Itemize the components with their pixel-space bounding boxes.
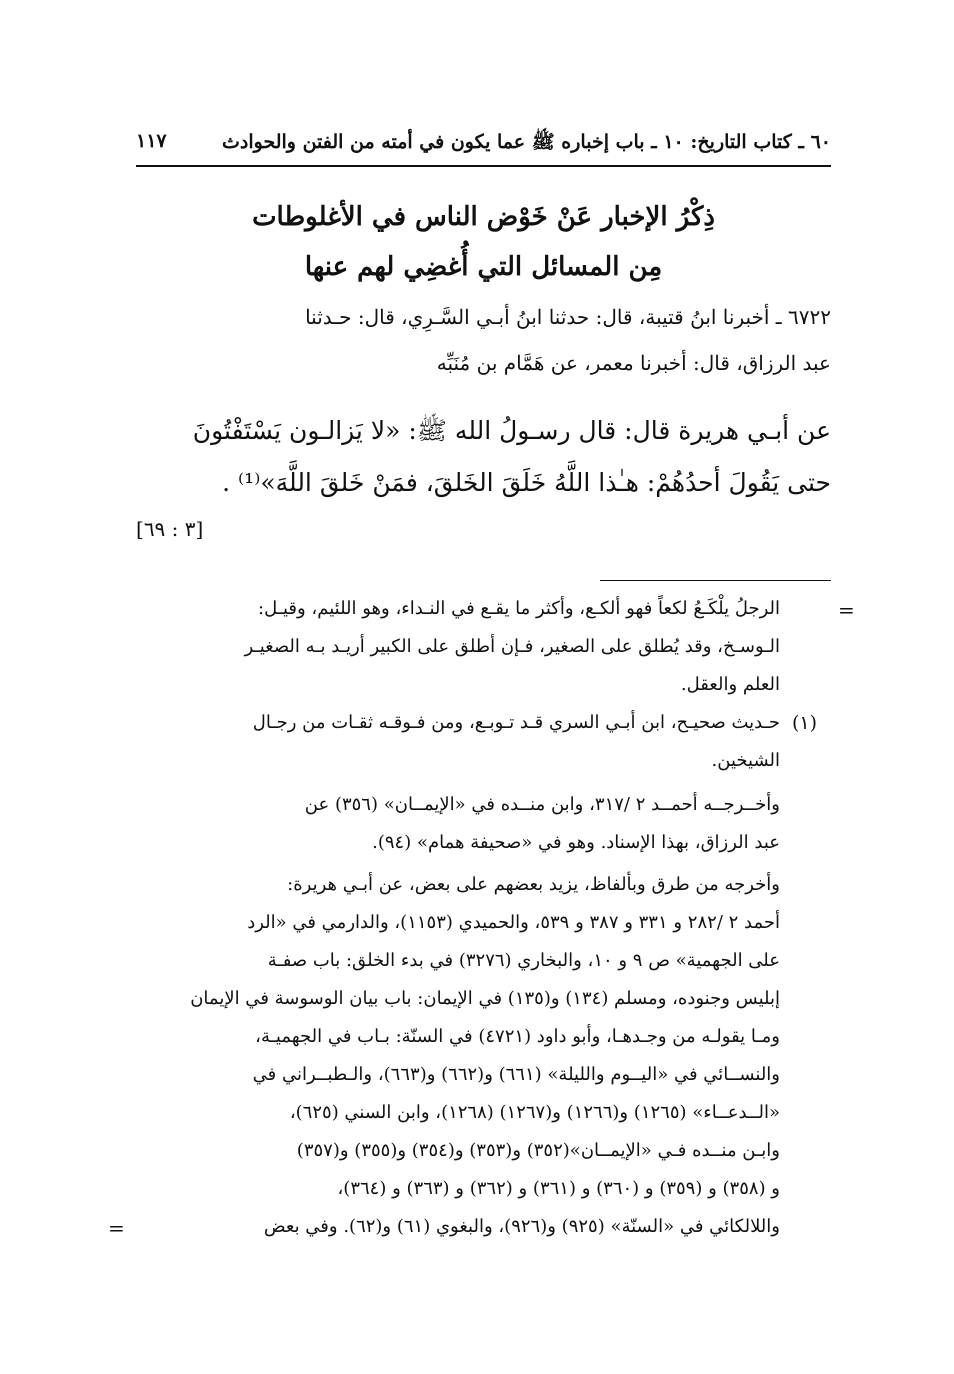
chapter-title bbox=[136, 192, 831, 292]
chapter-title-line-2: مِن المسائل التي أُغضِي لهم عنها bbox=[304, 252, 663, 282]
footnote-1-line-1: حـديث صحيـح، ابن أبـي السري قـد تـوبـع، ومن فـوقـه ثقـات من رجـال bbox=[252, 712, 780, 733]
footnote-continuation-line-1: الرجلُ يلْكَـعُ لكعاً فهو ألكـع، وأكثر ما يقـع في النـداء، وهو اللئيم، وقيـل: bbox=[258, 598, 780, 619]
matn-line-2: حتى يَقُولَ أحدُهُمْ: هـٰذا اللَّهُ خَلَقَ الخَلقَ، فمَنْ خَلقَ اللَّهَ»⁽¹⁾ . bbox=[222, 468, 831, 497]
isnad-line-1: ٦٧٢٢ ـ أخبرنا ابنُ قتيبة، قال: حدثنا ابنُ أبـي السَّـرِي، قال: حـدثنا bbox=[305, 305, 831, 329]
isnad-line-2: عبد الرزاق، قال: أخبرنا معمر، عن هَمَّام بن مُنَبِّه bbox=[436, 351, 831, 375]
page-number: ١١٧ bbox=[136, 130, 167, 152]
footnote-1-p2-line-2: عبد الرزاق، بهذا الإسناد. وهو في «صحيفة همام» (٩٤). bbox=[372, 832, 780, 853]
footnote-1-p3-line-2: أحمد ٢ /٢٨٢ و ٣٣١ و ٣٨٧ و ٥٣٩، والحميدي (١١٥٣)، والدارمي في «الرد bbox=[247, 912, 780, 933]
footnote-1-p3-line-10: واللالكائي في «السنّة» (٩٢٥) و(٩٢٦)، والبغوي (٦١) و(٦٢). وفي بعض bbox=[263, 1216, 780, 1237]
footnote-1-marker: (١) bbox=[792, 712, 818, 734]
footnote-1-p3-line-4: إبليس وجنوده، ومسلم (١٣٤) و(١٣٥) في الإيمان: باب بيان الوسوسة في الإيمان bbox=[190, 988, 780, 1009]
footnote-1-p3-line-3: على الجهمية» ص ٩ و ١٠، والبخاري (٣٢٧٦) في بدء الخلق: باب صفـة bbox=[267, 950, 780, 971]
footnote-1-p3-line-6: والنســائي في «اليــوم والليلة» (٦٦١) و(٦٦٢) و(٦٦٣)، والـطبــراني في bbox=[252, 1064, 780, 1085]
footnote-1-p3-line-9: و (٣٥٨) و (٣٥٩) و (٣٦٠) و (٣٦١) و (٣٦٢) و (٣٦٣) و (٣٦٤)، bbox=[337, 1178, 780, 1199]
footnote-1-p3-line-5: ومـا يقولـه من وجـدهـا، وأبو داود (٤٧٢١) في السنّة: بـاب في الجهميـة، bbox=[255, 1026, 780, 1047]
footnote-1-p3-line-8: وابـن منــده فـي «الإيمــان»(٣٥٢) و(٣٥٣) و(٣٥٤) و(٣٥٥) و(٣٥٧) bbox=[296, 1140, 780, 1161]
running-head bbox=[136, 128, 831, 162]
continues-mark: = bbox=[108, 1216, 125, 1240]
footnote-1-p2-line-1: وأخــرجــه أحمــد ٢ /٣١٧، وابن منــده في «الإيمــان» (٣٥٦) عن bbox=[304, 794, 780, 815]
chapter-title-line-1: ذِكْرُ الإخبار عَنْ خَوْض الناس في الأغلوطات bbox=[252, 202, 715, 232]
header-rule bbox=[136, 165, 831, 167]
footnote-1-p3-line-1: وأخرجه من طرق وبألفاظ، يزيد بعضهم على بعض، عن أبـي هريرة: bbox=[287, 874, 780, 895]
running-head-title: ٦٠ ـ كتاب التاريخ: ١٠ ـ باب إخباره ﷺ عما يكون في أمته من الفتن والحوادث bbox=[222, 131, 831, 153]
continuation-mark: = bbox=[838, 598, 855, 622]
footnote-continuation-line-3: العلم والعقل. bbox=[680, 674, 780, 695]
footnote-continuation-line-2: الـوسـخ، وقد يُطلق على الصغير، فـإن أطلق على الكبير أريـد بـه الصغيـر bbox=[244, 636, 780, 657]
matn-line-1: عن أبـي هريرة قال: قال رسـولُ الله ﷺ: «لا يَزالـون يَسْتَفْتُونَ bbox=[192, 416, 831, 445]
footnote-separator bbox=[600, 580, 831, 581]
footnote-1-p3-line-7: «الــدعــاء» (١٢٦٥) و(١٢٦٦) و(١٢٦٧) (١٢٦٨)، وابن السني (٦٢٥)، bbox=[289, 1102, 780, 1123]
hadith-reference: [٣ : ٦٩] bbox=[136, 517, 204, 541]
footnote-1-line-2: الشيخين. bbox=[711, 750, 780, 771]
